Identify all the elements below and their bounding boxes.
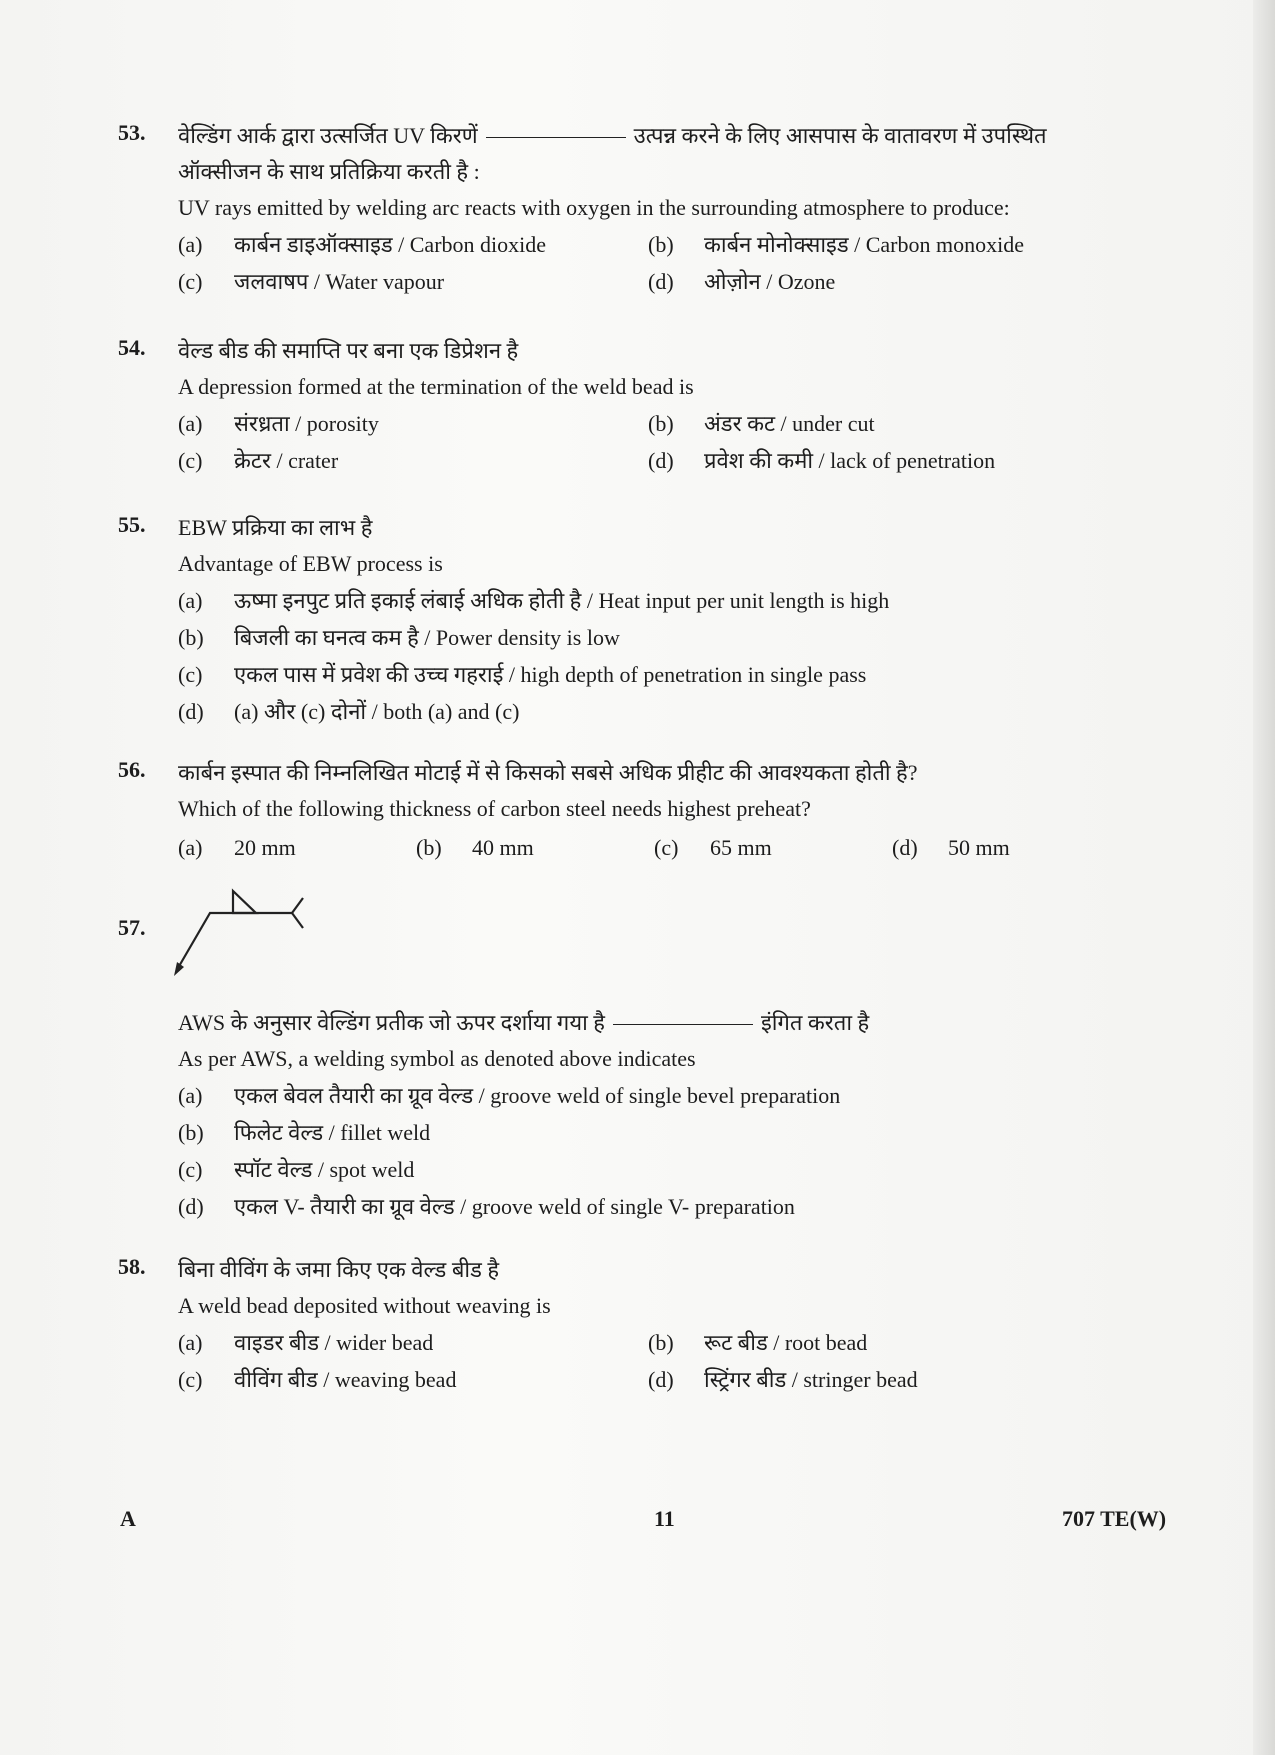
- question-english: Advantage of EBW process is: [178, 551, 443, 576]
- option-d: (d) एकल V- तैयारी का ग्रूव वेल्ड / groove weld of single V- preparation: [178, 1194, 795, 1219]
- option-b: (b) फिलेट वेल्ड / fillet weld: [178, 1120, 431, 1145]
- fill-blank: [613, 1024, 753, 1025]
- question-hindi: [178, 118, 1138, 154]
- option-a: (a) 20 mm: [178, 835, 296, 860]
- option-d: (d) ओज़ोन / Ozone: [648, 269, 836, 294]
- option-b: (b) 40 mm: [416, 835, 534, 860]
- footer-series: A: [120, 1506, 136, 1531]
- option-a: (a) कार्बन डाइऑक्साइड / Carbon dioxide: [178, 232, 547, 257]
- question-hindi-line2: ऑक्सीजन के साथ प्रतिक्रिया करती है :: [178, 159, 480, 184]
- hindi-text-part1: वेल्डिंग आर्क द्वारा उत्सर्जित UV किरणें: [178, 123, 478, 148]
- option-c: (c) वीविंग बीड / weaving bead: [178, 1367, 457, 1392]
- question-hindi: बिना वीविंग के जमा किए एक वेल्ड बीड है: [178, 1257, 500, 1282]
- question-53: [118, 118, 1138, 300]
- option-a: (a) ऊष्मा इनपुट प्रति इकाई लंबाई अधिक होती है / Heat input per unit length is high: [178, 588, 890, 613]
- question-55: [118, 510, 1138, 730]
- options: [178, 1077, 1138, 1225]
- question-hindi: [178, 1005, 1138, 1041]
- option-c: (c) 65 mm: [654, 835, 772, 860]
- question-english: As per AWS, a welding symbol as denoted above indicates: [178, 1046, 696, 1071]
- options: [178, 1324, 1138, 1398]
- hindi-text-part2: उत्पन्न करने के लिए आसपास के वातावरण में उपस्थित: [633, 123, 1047, 148]
- option-d: (d) (a) और (c) दोनों / both (a) and (c): [178, 699, 520, 724]
- option-c: (c) क्रेटर / crater: [178, 448, 339, 473]
- question-hindi: EBW प्रक्रिया का लाभ है: [178, 515, 373, 540]
- question-english: A depression formed at the termination of the weld bead is: [178, 374, 694, 399]
- question-number: 56.: [118, 757, 146, 782]
- question-hindi: वेल्ड बीड की समाप्ति पर बना एक डिप्रेशन है: [178, 338, 519, 363]
- footer-paper-code: 707 TE(W): [1062, 1506, 1167, 1531]
- question-54: [118, 333, 1138, 479]
- question-english: A weld bead deposited without weaving is: [178, 1293, 551, 1318]
- question-57-body: [118, 1005, 1138, 1225]
- options: [178, 582, 1138, 730]
- option-a: (a) संरध्रता / porosity: [178, 411, 379, 436]
- hindi-text-part1: AWS के अनुसार वेल्डिंग प्रतीक जो ऊपर दर्शाया गया है: [178, 1010, 605, 1035]
- option-d: (d) स्ट्रिंगर बीड / stringer bead: [648, 1367, 918, 1392]
- option-c: (c) स्पॉट वेल्ड / spot weld: [178, 1157, 415, 1182]
- option-d: (d) 50 mm: [892, 835, 1010, 860]
- hindi-text-part2: इंगित करता है: [760, 1010, 870, 1035]
- question-number: 53.: [118, 120, 146, 145]
- question-number: 54.: [118, 335, 146, 360]
- option-b: (b) बिजली का घनत्व कम है / Power density is low: [178, 625, 620, 650]
- option-c: (c) एकल पास में प्रवेश की उच्च गहराई / high depth of penetration in single pass: [178, 662, 867, 687]
- option-b: (b) कार्बन मोनोक्साइड / Carbon monoxide: [648, 232, 1024, 257]
- scan-edge: [1253, 0, 1275, 1755]
- question-56: [118, 755, 1138, 866]
- options: [178, 829, 1138, 866]
- option-d: (d) प्रवेश की कमी / lack of penetration: [648, 448, 996, 473]
- option-a: (a) एकल बेवल तैयारी का ग्रूव वेल्ड / groove weld of single bevel preparation: [178, 1083, 841, 1108]
- question-english: UV rays emitted by welding arc reacts with oxygen in the surrounding atmosphere to produce:: [178, 195, 1010, 220]
- options: [178, 405, 1138, 479]
- option-c: (c) जलवाषप / Water vapour: [178, 269, 445, 294]
- option-b: (b) रूट बीड / root bead: [648, 1330, 868, 1355]
- question-english: Which of the following thickness of carbon steel needs highest preheat?: [178, 796, 811, 821]
- question-number: 58.: [118, 1254, 146, 1279]
- question-hindi: कार्बन इस्पात की निम्नलिखित मोटाई में से किसको सबसे अधिक प्रीहीट की आवश्यकता होती है?: [178, 760, 918, 785]
- fill-blank: [486, 137, 626, 138]
- option-b: (b) अंडर कट / under cut: [648, 411, 875, 436]
- welding-symbol-icon: [172, 888, 312, 978]
- options: [178, 226, 1138, 300]
- question-number: 55.: [118, 512, 146, 537]
- option-a: (a) वाइडर बीड / wider bead: [178, 1330, 434, 1355]
- question-number: 57.: [118, 915, 146, 940]
- footer-page-number: 11: [654, 1506, 675, 1531]
- question-58: [118, 1252, 1138, 1398]
